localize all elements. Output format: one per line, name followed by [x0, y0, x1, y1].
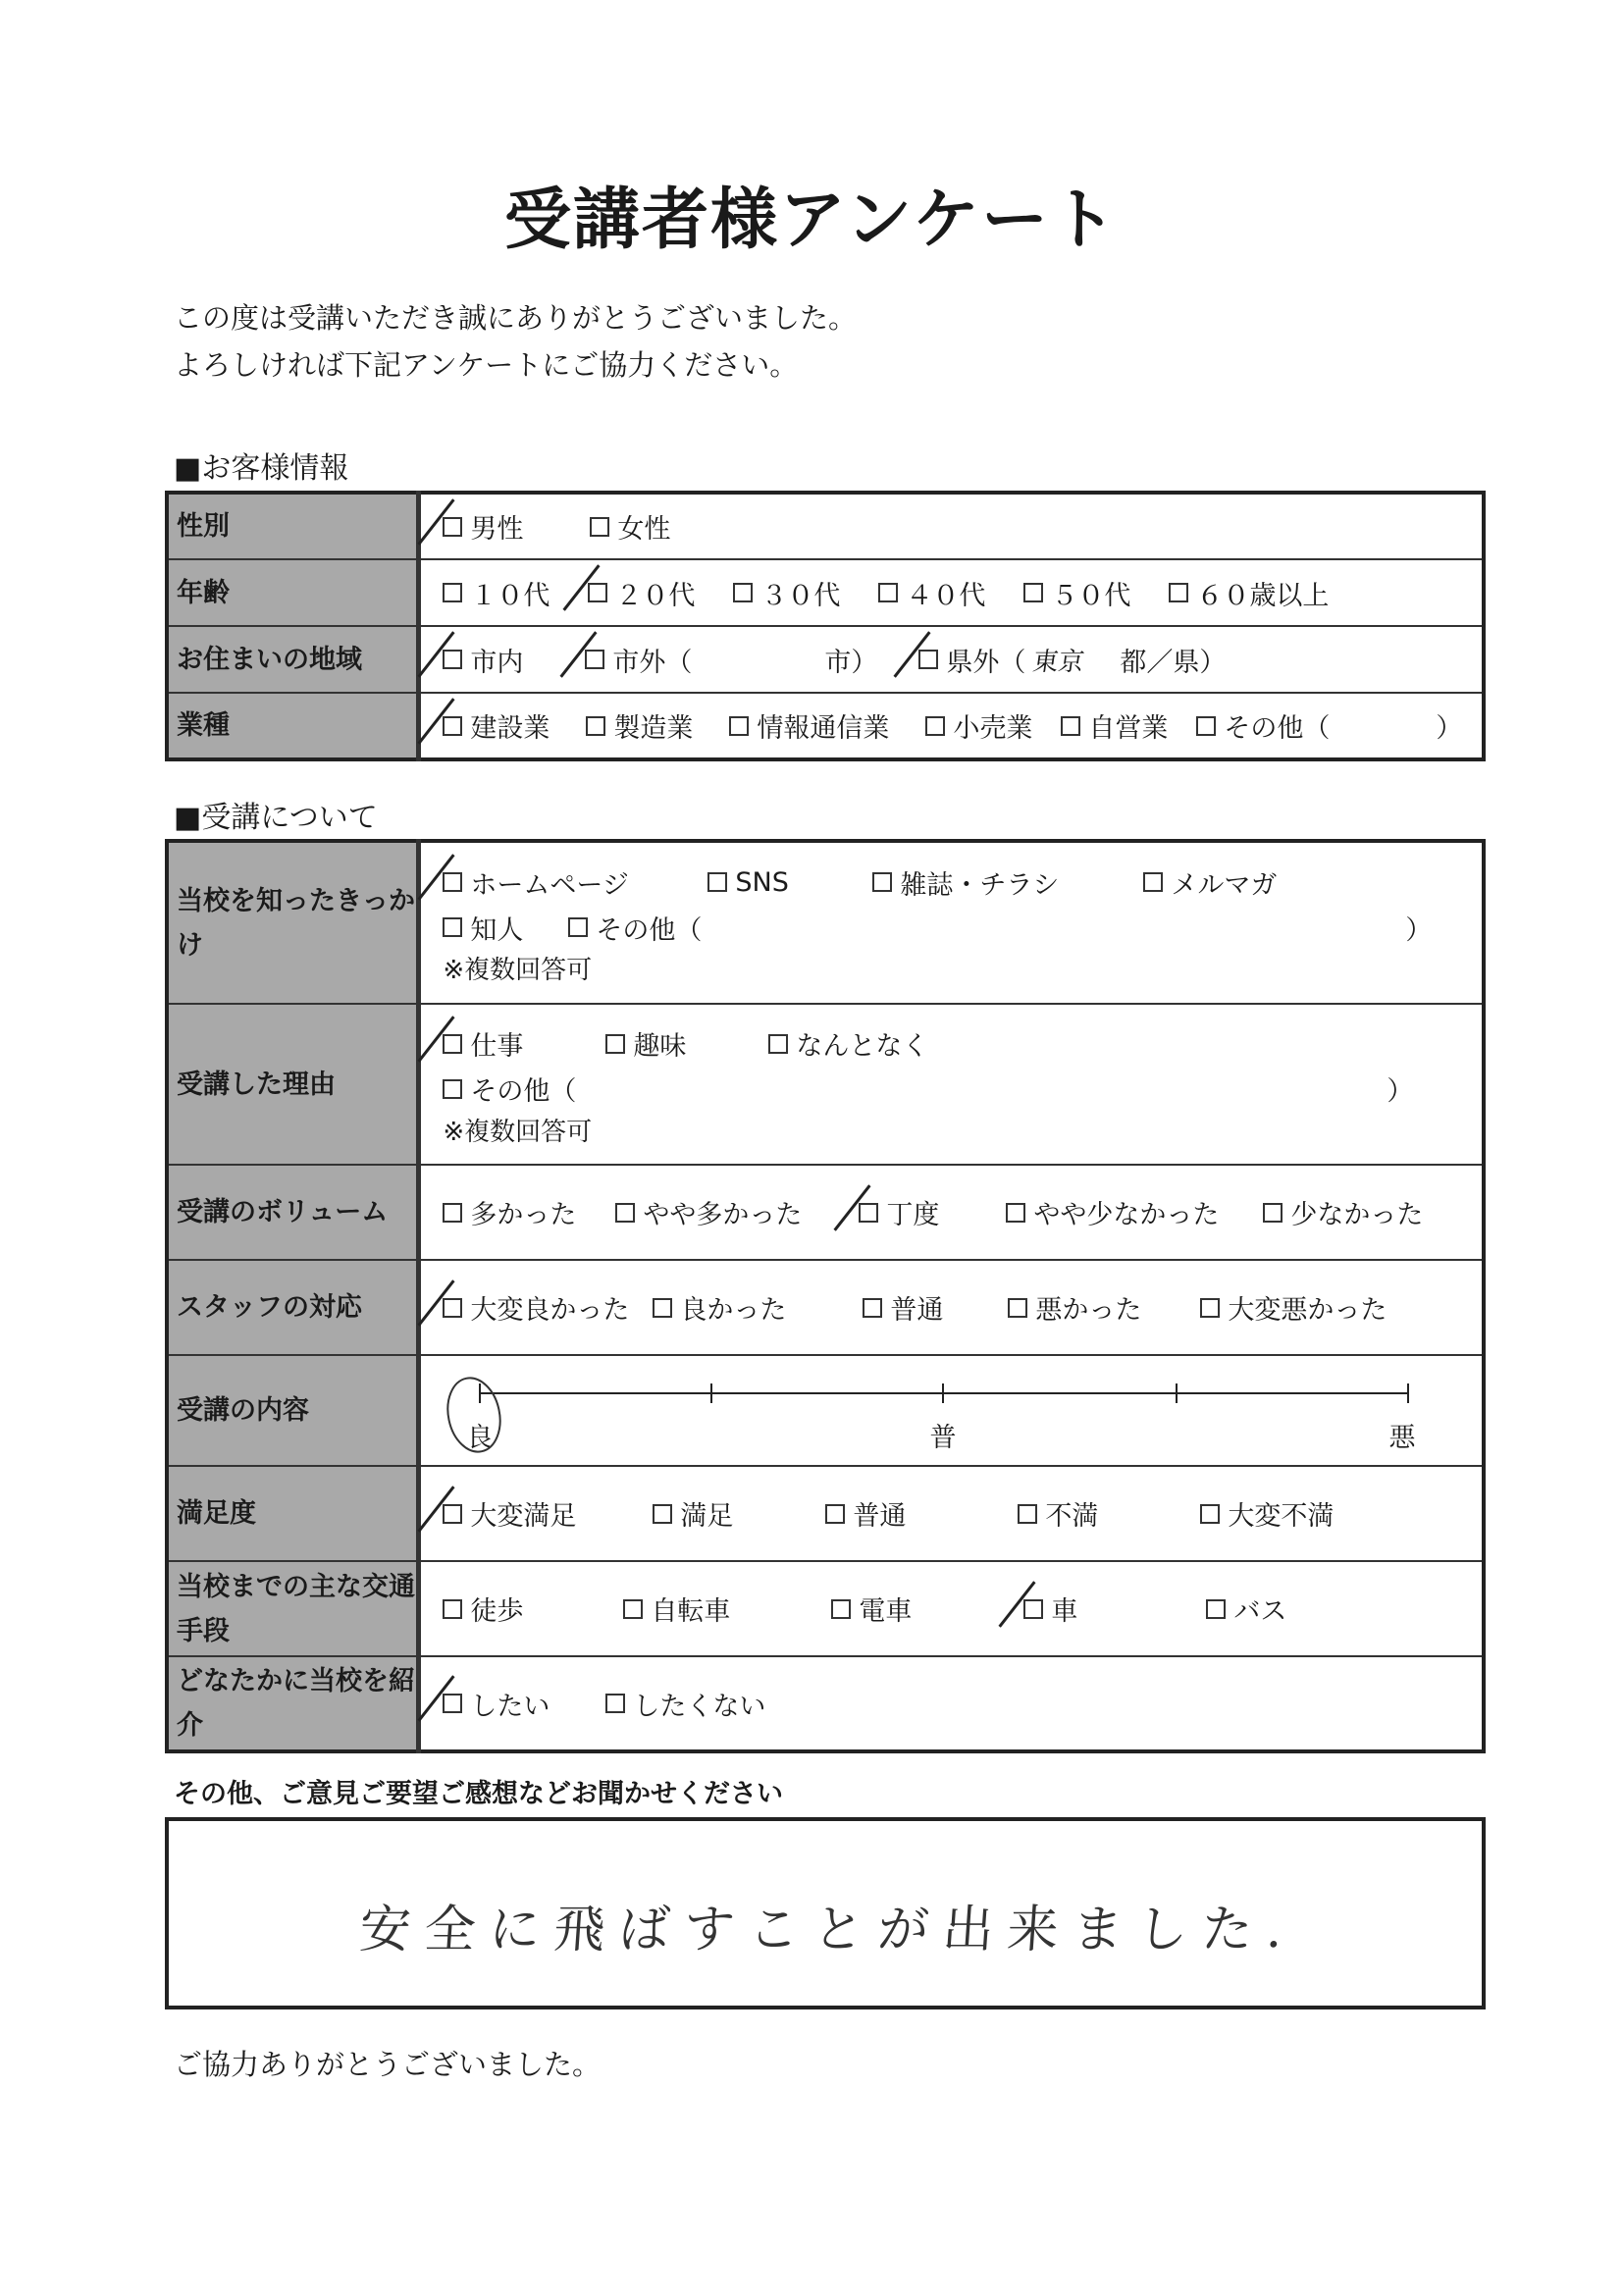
option-reason-other[interactable]: [443, 1070, 1387, 1108]
option-very-satisfied-label: 大変満足: [470, 1501, 577, 1532]
satisfaction-line: [443, 1494, 1482, 1533]
checkbox-walk[interactable]: [443, 1599, 462, 1619]
checkbox-satisfaction-normal[interactable]: [825, 1504, 845, 1524]
option-acquaintance[interactable]: [443, 909, 568, 947]
option-dissatisfied[interactable]: [1018, 1494, 1200, 1533]
row-satisfaction: [167, 1466, 1484, 1561]
option-age-20s[interactable]: [588, 574, 733, 612]
label-industry: 業種: [167, 693, 419, 759]
checkbox-car[interactable]: [1023, 1599, 1043, 1619]
option-no-reason[interactable]: [768, 1024, 928, 1063]
option-it[interactable]: [729, 706, 925, 745]
option-staff-bad[interactable]: [1008, 1288, 1200, 1327]
checkbox-satisfied[interactable]: [653, 1504, 672, 1524]
option-work[interactable]: [443, 1024, 605, 1063]
option-retail-label: 小売業: [953, 713, 1033, 744]
checkbox-volume-somewhat-much[interactable]: [615, 1203, 635, 1223]
option-very-dissatisfied-label: 大変不満: [1228, 1501, 1335, 1532]
row-industry: [167, 693, 1484, 759]
option-no-reason-label: なんとなく: [796, 1031, 929, 1062]
checkbox-age-40s[interactable]: [878, 583, 898, 602]
checkbox-work[interactable]: [443, 1034, 462, 1054]
reason-options: [419, 1004, 1484, 1165]
recommend-line: [443, 1685, 1482, 1723]
comments-label: その他、ご意見ご要望ご感想などお聞かせください: [174, 1779, 783, 1809]
checkbox-staff-very-bad[interactable]: [1200, 1298, 1220, 1318]
option-self-employed-label: 自営業: [1088, 713, 1169, 744]
option-homepage-label: ホームページ: [470, 869, 629, 901]
label-staff: スタッフの対応: [167, 1260, 419, 1355]
option-age-60plus-label: ６０歳以上: [1196, 580, 1330, 611]
option-out-of-city[interactable]: [585, 641, 918, 679]
checkbox-bus[interactable]: [1206, 1599, 1226, 1619]
handwritten-prefecture: 東京: [1030, 647, 1087, 677]
option-industry-other[interactable]: [1196, 706, 1462, 745]
closing-text: ご協力ありがとうございました。: [174, 2048, 602, 2081]
section-heading-customer-info: ■お客様情報: [174, 451, 349, 486]
option-walk-label: 徒歩: [470, 1596, 524, 1627]
label-gender: 性別: [167, 493, 419, 559]
option-car[interactable]: [1023, 1590, 1206, 1628]
label-recommend: どなたかに当校を紹介: [167, 1656, 419, 1751]
industry-line: [443, 706, 1482, 745]
checkbox-staff-good[interactable]: [653, 1298, 672, 1318]
label-region: お住まいの地域: [167, 626, 419, 693]
row-staff: [167, 1260, 1484, 1355]
option-staff-normal[interactable]: [863, 1288, 1008, 1327]
checkbox-volume-just-right[interactable]: [859, 1203, 878, 1223]
checkbox-newsletter[interactable]: [1143, 872, 1163, 892]
checkbox-staff-very-good[interactable]: [443, 1298, 462, 1318]
option-very-satisfied[interactable]: [443, 1494, 653, 1533]
option-how-other-label: その他（: [596, 914, 703, 946]
section-heading-course: ■受講について: [174, 801, 378, 835]
row-transport: [167, 1561, 1484, 1656]
option-staff-bad-label: 悪かった: [1035, 1295, 1142, 1326]
checkbox-out-of-city[interactable]: [585, 650, 604, 669]
checkbox-very-satisfied[interactable]: [443, 1504, 462, 1524]
option-volume-just-right[interactable]: [859, 1193, 1006, 1231]
checkbox-very-dissatisfied[interactable]: [1200, 1504, 1220, 1524]
option-manufacturing[interactable]: [586, 706, 729, 745]
recommend-options: [419, 1656, 1484, 1751]
option-construction-label: 建設業: [470, 713, 550, 744]
option-car-label: 車: [1051, 1596, 1078, 1627]
how-found-options: [419, 841, 1484, 1004]
option-age-60plus[interactable]: [1169, 574, 1329, 612]
option-walk[interactable]: [443, 1590, 623, 1628]
option-sns[interactable]: [707, 867, 872, 898]
comments-box[interactable]: [165, 1817, 1486, 2009]
checkbox-acquaintance[interactable]: [443, 917, 462, 937]
volume-line: [443, 1193, 1482, 1231]
option-bus[interactable]: [1206, 1590, 1286, 1628]
checkbox-age-50s[interactable]: [1023, 583, 1043, 602]
option-satisfaction-normal[interactable]: [825, 1494, 1018, 1533]
row-age: [167, 559, 1484, 626]
row-gender: [167, 493, 1484, 559]
checkbox-age-30s[interactable]: [733, 583, 753, 602]
region-options: [419, 626, 1484, 693]
gender-options: [419, 493, 1484, 559]
option-volume-somewhat-much[interactable]: [615, 1193, 859, 1231]
row-volume: [167, 1165, 1484, 1260]
label-transport: 当校までの主な交通手段: [167, 1561, 419, 1656]
option-recommend-yes-label: したい: [470, 1691, 550, 1722]
volume-options: [419, 1165, 1484, 1260]
reason-line-2: [443, 1067, 1482, 1112]
customer-info-table: [165, 491, 1486, 761]
content-rating-scale[interactable]: [421, 1356, 1458, 1464]
option-bus-label: バス: [1233, 1596, 1287, 1627]
checkbox-volume-little[interactable]: [1263, 1203, 1283, 1223]
option-age-30s[interactable]: [733, 574, 878, 612]
label-how-found: 当校を知ったきっかけ: [167, 841, 419, 1004]
row-how-found: [167, 841, 1484, 1004]
label-content: 受講の内容: [167, 1355, 419, 1466]
checkbox-age-60plus[interactable]: [1169, 583, 1188, 602]
checkbox-it[interactable]: [729, 716, 749, 736]
row-recommend: [167, 1656, 1484, 1751]
option-acquaintance-label: 知人: [470, 914, 524, 946]
option-staff-very-good[interactable]: [443, 1288, 653, 1327]
checkbox-out-of-prefecture[interactable]: [918, 650, 938, 669]
transport-options: [419, 1561, 1484, 1656]
option-hobby[interactable]: [605, 1024, 768, 1063]
checkbox-reason-other[interactable]: [443, 1079, 462, 1099]
option-magazine[interactable]: [872, 863, 1143, 902]
option-hobby-label: 趣味: [633, 1031, 687, 1062]
option-female-label: 女性: [617, 514, 671, 545]
option-female[interactable]: [590, 507, 670, 546]
checkbox-recommend-no[interactable]: [605, 1694, 625, 1713]
checkbox-bicycle[interactable]: [623, 1599, 643, 1619]
checkbox-hobby[interactable]: [605, 1034, 625, 1054]
option-age-50s[interactable]: [1023, 574, 1169, 612]
option-staff-good[interactable]: [653, 1288, 863, 1327]
scale-label-bad: 悪: [1388, 1423, 1416, 1453]
option-volume-somewhat-little-label: やや少なかった: [1033, 1200, 1220, 1230]
age-line: [443, 574, 1482, 612]
option-staff-very-bad-label: 大変悪かった: [1228, 1295, 1387, 1326]
option-construction[interactable]: [443, 706, 586, 745]
label-reason: 受講した理由: [167, 1004, 419, 1165]
option-staff-good-label: 良かった: [680, 1295, 787, 1326]
checkbox-female[interactable]: [590, 517, 609, 537]
checkbox-volume-somewhat-little[interactable]: [1006, 1203, 1025, 1223]
checkbox-volume-much[interactable]: [443, 1203, 462, 1223]
scale-label-normal: 普: [929, 1423, 957, 1453]
option-bicycle-label: 自転車: [651, 1596, 731, 1627]
option-age-10s-label: １０代: [470, 580, 550, 611]
option-industry-other-label: その他（ ）: [1224, 713, 1463, 744]
option-very-dissatisfied[interactable]: [1200, 1494, 1334, 1533]
option-staff-very-good-label: 大変良かった: [470, 1295, 630, 1326]
option-age-40s-label: ４０代: [906, 580, 986, 611]
intro-line-1: この度は受講いただき誠にありがとうございました。: [174, 301, 858, 335]
gender-line: [443, 507, 1482, 546]
option-manufacturing-label: 製造業: [613, 713, 694, 744]
option-staff-normal-label: 普通: [890, 1295, 944, 1326]
option-male-label: 男性: [470, 514, 524, 545]
checkbox-self-employed[interactable]: [1061, 716, 1080, 736]
transport-line: [443, 1590, 1482, 1628]
option-satisfied-label: 満足: [680, 1501, 734, 1532]
prefecture-suffix: 都／県）: [1120, 647, 1227, 678]
checkbox-in-city[interactable]: [443, 650, 462, 669]
checkbox-homepage[interactable]: [443, 872, 462, 892]
checkbox-retail[interactable]: [925, 716, 945, 736]
row-reason: [167, 1004, 1484, 1165]
row-content: [167, 1355, 1484, 1466]
option-dissatisfied-label: 不満: [1045, 1501, 1099, 1532]
option-age-30s-label: ３０代: [760, 580, 841, 611]
checkbox-train[interactable]: [831, 1599, 851, 1619]
option-satisfied[interactable]: [653, 1494, 825, 1533]
checkbox-industry-other[interactable]: [1196, 716, 1216, 736]
option-staff-very-bad[interactable]: [1200, 1288, 1387, 1327]
checkbox-age-10s[interactable]: [443, 583, 462, 602]
option-volume-little-label: 少なかった: [1290, 1200, 1424, 1230]
checkbox-how-other[interactable]: [568, 917, 588, 937]
option-age-50s-label: ５０代: [1051, 580, 1131, 611]
checkbox-construction[interactable]: [443, 716, 462, 736]
intro-line-2: よろしければ下記アンケートにご協力ください。: [174, 348, 799, 382]
age-options: [419, 559, 1484, 626]
option-volume-much[interactable]: [443, 1193, 615, 1231]
industry-options: [419, 693, 1484, 759]
checkbox-magazine[interactable]: [872, 872, 892, 892]
reason-note: ※複数回答可: [443, 1117, 593, 1147]
option-newsletter[interactable]: [1143, 863, 1277, 902]
staff-options: [419, 1260, 1484, 1355]
checkbox-dissatisfied[interactable]: [1018, 1504, 1037, 1524]
option-out-of-prefecture[interactable]: [918, 641, 1025, 679]
option-reason-other-label: その他（: [470, 1076, 577, 1107]
label-satisfaction: 満足度: [167, 1466, 419, 1561]
option-male[interactable]: [443, 507, 590, 546]
label-volume: 受講のボリューム: [167, 1165, 419, 1260]
reason-line-1: [443, 1021, 1482, 1067]
option-bicycle[interactable]: [623, 1590, 831, 1628]
option-in-city-label: 市内: [470, 647, 524, 678]
checkbox-sns[interactable]: [707, 872, 727, 892]
region-line: [443, 641, 1482, 679]
option-homepage[interactable]: [443, 863, 707, 902]
checkbox-staff-normal[interactable]: [863, 1298, 882, 1318]
reason-other-close: ）: [1387, 1076, 1414, 1107]
how-found-note: ※複数回答可: [443, 956, 593, 985]
option-sns-label: SNS: [735, 866, 789, 898]
content-scale-cell: [419, 1355, 1484, 1466]
option-recommend-no-label: したくない: [633, 1691, 766, 1722]
checkbox-male[interactable]: [443, 517, 462, 537]
satisfaction-options: [419, 1466, 1484, 1561]
checkbox-manufacturing[interactable]: [586, 716, 605, 736]
option-work-label: 仕事: [470, 1031, 524, 1062]
option-out-of-prefecture-label: 県外（: [946, 647, 1026, 678]
checkbox-staff-bad[interactable]: [1008, 1298, 1027, 1318]
checkbox-recommend-yes[interactable]: [443, 1694, 462, 1713]
how-found-line-2: [443, 905, 1482, 950]
option-volume-much-label: 多かった: [470, 1200, 577, 1230]
option-satisfaction-normal-label: 普通: [853, 1501, 907, 1532]
option-train-label: 電車: [859, 1596, 913, 1627]
option-volume-somewhat-much-label: やや多かった: [643, 1200, 803, 1230]
option-volume-little[interactable]: [1263, 1193, 1423, 1231]
option-recommend-no[interactable]: [605, 1685, 765, 1723]
staff-line: [443, 1288, 1482, 1327]
option-volume-somewhat-little[interactable]: [1006, 1193, 1263, 1231]
option-train[interactable]: [831, 1590, 1023, 1628]
checkbox-no-reason[interactable]: [768, 1034, 788, 1054]
option-age-40s[interactable]: [878, 574, 1023, 612]
option-how-other[interactable]: [568, 909, 1405, 947]
option-volume-just-right-label: 丁度: [886, 1200, 940, 1230]
option-age-20s-label: ２０代: [615, 580, 696, 611]
page-title: 受講者様アンケート: [504, 182, 1119, 259]
how-found-line-1: [443, 860, 1482, 905]
option-self-employed[interactable]: [1061, 706, 1196, 745]
handwritten-comment: 安全に飛ばすことが出来ました.: [357, 1901, 1299, 1959]
option-magazine-label: 雑誌・チラシ: [900, 869, 1060, 901]
checkbox-age-20s[interactable]: [588, 583, 607, 602]
option-out-of-city-label: 市外（ 市）: [612, 647, 878, 678]
option-retail[interactable]: [925, 706, 1061, 745]
option-recommend-yes[interactable]: [443, 1685, 605, 1723]
label-age: 年齢: [167, 559, 419, 626]
how-other-close: ）: [1405, 914, 1433, 946]
option-it-label: 情報通信業: [757, 713, 890, 744]
course-table: [165, 839, 1486, 1753]
scale-label-good: 良: [466, 1423, 494, 1453]
option-newsletter-label: メルマガ: [1171, 869, 1278, 901]
row-region: [167, 626, 1484, 693]
